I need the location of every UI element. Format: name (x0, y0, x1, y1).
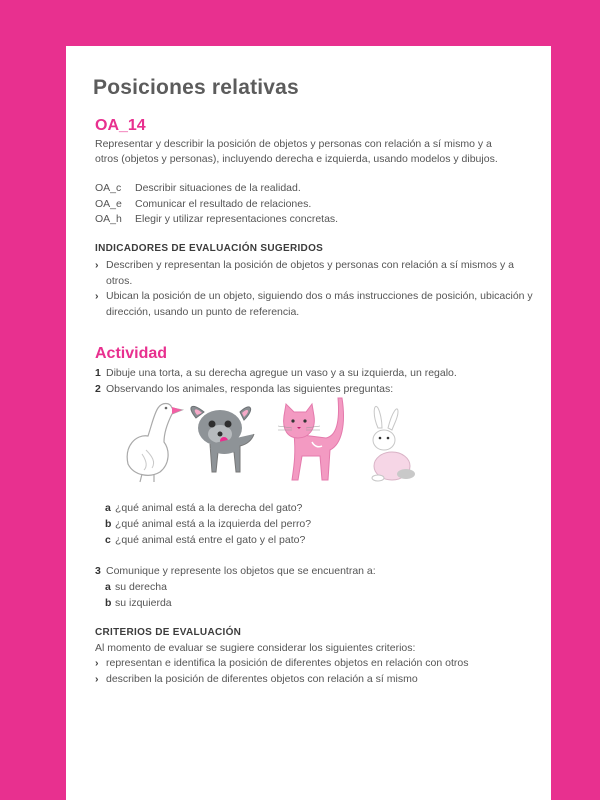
activity-steps (95, 366, 535, 397)
step-number: 3 (95, 565, 101, 577)
activity-step-3 (95, 564, 535, 580)
activity-step (95, 366, 535, 382)
skill-item (95, 181, 515, 197)
question-item (105, 532, 505, 548)
question-text: ¿qué animal está a la derecha del gato? (115, 502, 303, 514)
step-text: Dibuje una torta, a su derecha agregue un vaso y a su izquierda, un regalo. (106, 367, 457, 379)
question-item (105, 516, 505, 532)
item-letter: b (105, 597, 112, 609)
skill-text: Elegir y utilizar representaciones concretas. (135, 213, 339, 225)
cat-icon (278, 398, 344, 480)
step3-item (105, 579, 505, 595)
page-title: Posiciones relativas (93, 76, 299, 99)
criteria-item (95, 656, 535, 672)
step-text: Observando los animales, responda las siguientes preguntas: (106, 382, 394, 395)
animals-illustration (116, 394, 436, 486)
step-number: 1 (95, 367, 101, 379)
criteria-text: representan e identifica la posición de diferentes objetos en relación con otros (106, 657, 469, 669)
skill-code: OA_e (95, 197, 122, 210)
question-letter: b (105, 518, 112, 530)
rabbit-icon (372, 406, 415, 481)
item-text: su derecha (115, 581, 167, 593)
criteria-text: describen la posición de diferentes objetos con relación a sí mismo (106, 672, 418, 685)
indicator-item (95, 258, 535, 289)
indicators-list (95, 258, 535, 320)
activity-questions (105, 500, 505, 548)
activity-step (95, 564, 535, 580)
item-text: su izquierda (115, 597, 172, 609)
document-page (66, 46, 551, 800)
criteria-heading: CRITERIOS DE EVALUACIÓN (95, 627, 242, 638)
chevron-right-icon: › (95, 657, 99, 669)
question-letter: a (105, 502, 111, 514)
chevron-right-icon: › (95, 290, 99, 302)
goose-icon (127, 404, 182, 483)
question-letter: c (105, 534, 111, 546)
activity-title: Actividad (95, 345, 168, 362)
chevron-right-icon: › (95, 259, 99, 271)
skill-item (95, 212, 515, 228)
oa-code: OA_14 (95, 117, 146, 134)
criteria-item (95, 672, 535, 688)
skill-item (95, 197, 515, 213)
criteria-intro: Al momento de evaluar se sugiere considerar los siguientes criterios: (95, 642, 416, 654)
skills-list (95, 181, 515, 228)
indicators-heading: INDICADORES DE EVALUACIÓN SUGERIDOS (95, 243, 324, 254)
skill-text: Describir situaciones de la realidad. (135, 182, 301, 194)
step-text: Comunique y represente los objetos que se encuentran a: (106, 565, 376, 577)
item-letter: a (105, 581, 111, 593)
dog-icon (191, 406, 254, 472)
criteria-list (95, 656, 535, 687)
question-item (105, 500, 505, 516)
skill-code: OA_h (95, 213, 122, 225)
chevron-right-icon: › (95, 672, 99, 685)
skill-code: OA_c (95, 182, 122, 194)
question-text: ¿qué animal está entre el gato y el pato? (115, 534, 306, 546)
step3-item (105, 595, 505, 611)
step-number: 2 (95, 382, 101, 395)
indicator-text: Describen y representan la posición de objetos y personas con relación a sí mismos y a otros. (106, 259, 514, 287)
indicator-item (95, 289, 535, 320)
question-text: ¿qué animal está a la izquierda del perro? (115, 518, 312, 530)
indicator-text: Ubican la posición de un objeto, siguiendo dos o más instrucciones de posición, ubicación y dirección, usando un punto de referencia. (106, 290, 533, 318)
oa-description: Representar y describir la posición de objetos y personas con relación a sí mismo y a otros (objetos y personas), incluyendo derecha e izquierda, usando modelos y dibujos. (95, 138, 498, 165)
skill-text: Comunicar el resultado de relaciones. (135, 197, 312, 210)
step3-items (105, 579, 505, 611)
